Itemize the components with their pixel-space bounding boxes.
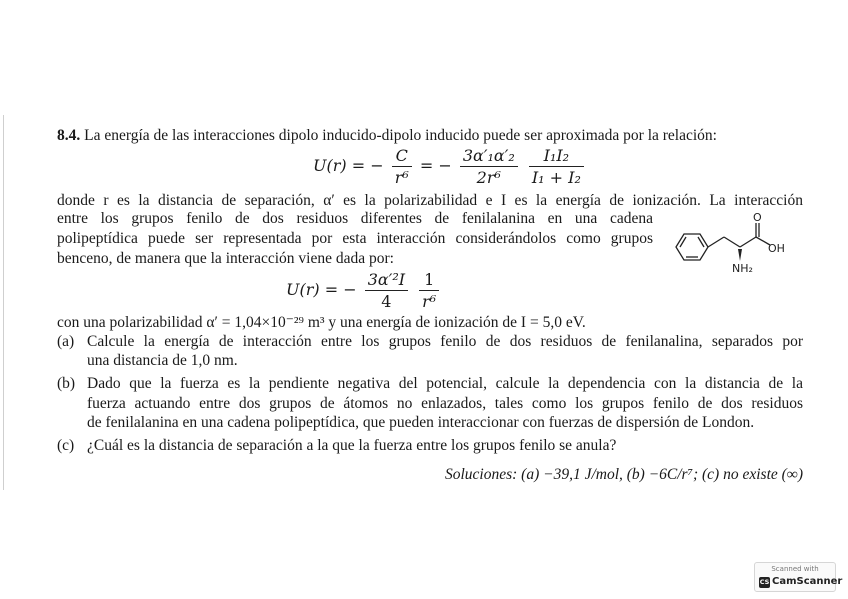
equation-1 — [313, 146, 587, 187]
eq2-den-2: r⁶ — [422, 292, 437, 311]
camscanner-watermark — [754, 562, 843, 592]
eq1-lhs: U(r) = − — [313, 156, 384, 175]
intro-text: La energía de las interacciones dipolo inducido-dipolo inducido puede ser aproximada por la relación: — [84, 127, 717, 144]
atom-nh2: NH₂ — [732, 262, 753, 275]
eq1-frac-3 — [529, 146, 584, 187]
eq1-den-3: I₁ + I₂ — [531, 168, 581, 187]
camscanner-icon: CS — [759, 578, 770, 586]
item-label-c: (c) — [57, 437, 75, 454]
paragraph-line: benceno, de manera que la interacción viene dada por: — [57, 250, 394, 267]
scan-edge — [3, 115, 4, 490]
eq2-den-1: 4 — [381, 292, 392, 311]
eq2-num-1: 3α′²I — [365, 270, 408, 291]
phenylalanine-structure — [664, 212, 804, 278]
eq2-lhs: U(r) = − — [286, 280, 357, 299]
stamp-brand: CamScanner — [772, 576, 843, 587]
paragraph-line: con una polarizabilidad α′ = 1,04×10⁻²⁹ m³ y una energía de ionización de I = 5,0 eV. — [57, 314, 586, 331]
eq1-num-3: I₁I₂ — [529, 146, 584, 167]
problem-intro — [57, 127, 717, 145]
eq2-num-2: 1 — [419, 270, 439, 291]
paragraph-line: polipeptídica puede ser representada por esta interacción considerándolos como grupos — [57, 230, 653, 247]
eq2-frac-2 — [419, 270, 439, 311]
eq2-frac-1 — [365, 270, 408, 311]
atom-oh: OH — [768, 242, 785, 255]
wedge-bond — [738, 249, 742, 261]
atom-o: O — [753, 212, 762, 224]
stamp-top: Scanned with — [771, 565, 819, 573]
eq1-frac-1 — [392, 146, 412, 187]
paragraph-line: donde r es la distancia de separación, α′ es la polarizabilidad e I es la energía de ionización. La interacción — [57, 192, 803, 209]
solutions: Soluciones: (a) −39,1 J/mol, (b) −6C/r⁷; (c) no existe (∞) — [444, 466, 803, 483]
item-b-line: Dado que la fuerza es la pendiente negativa del potencial, calcule la dependencia con la distancia de la — [87, 375, 803, 392]
eq1-num-2: 3α′₁α′₂ — [460, 146, 518, 167]
item-a-line: una distancia de 1,0 nm. — [87, 352, 238, 369]
eq1-num-1: C — [392, 146, 412, 167]
item-label-b: (b) — [57, 375, 76, 392]
eq1-den-2: 2r⁶ — [476, 168, 501, 187]
paragraph-line: entre los grupos fenilo de dos residuos diferentes de fenilalanina en una cadena — [57, 210, 653, 227]
item-a-line: Calcule la energía de interacción entre los grupos fenilo de dos residuos de fenilanalina, separados por — [87, 333, 803, 350]
item-label-a: (a) — [57, 333, 75, 350]
problem-number: 8.4. — [57, 127, 81, 144]
item-c-line: ¿Cuál es la distancia de separación a la que la fuerza entre los grupos fenilo se anula? — [87, 437, 617, 454]
item-b-line: fuerza actuando entre dos grupos de átomos no enlazados, tales como los grupos fenilo de dos residuos — [87, 395, 803, 412]
eq1-mid: = − — [419, 156, 452, 175]
eq1-den-1: r⁶ — [394, 168, 409, 187]
equation-2 — [286, 270, 442, 311]
item-b-line: de fenilalanina en una cadena polipeptídica, que pueden interaccionar con fuerzas de dispersión de London. — [87, 414, 755, 431]
eq1-frac-2 — [460, 146, 518, 187]
